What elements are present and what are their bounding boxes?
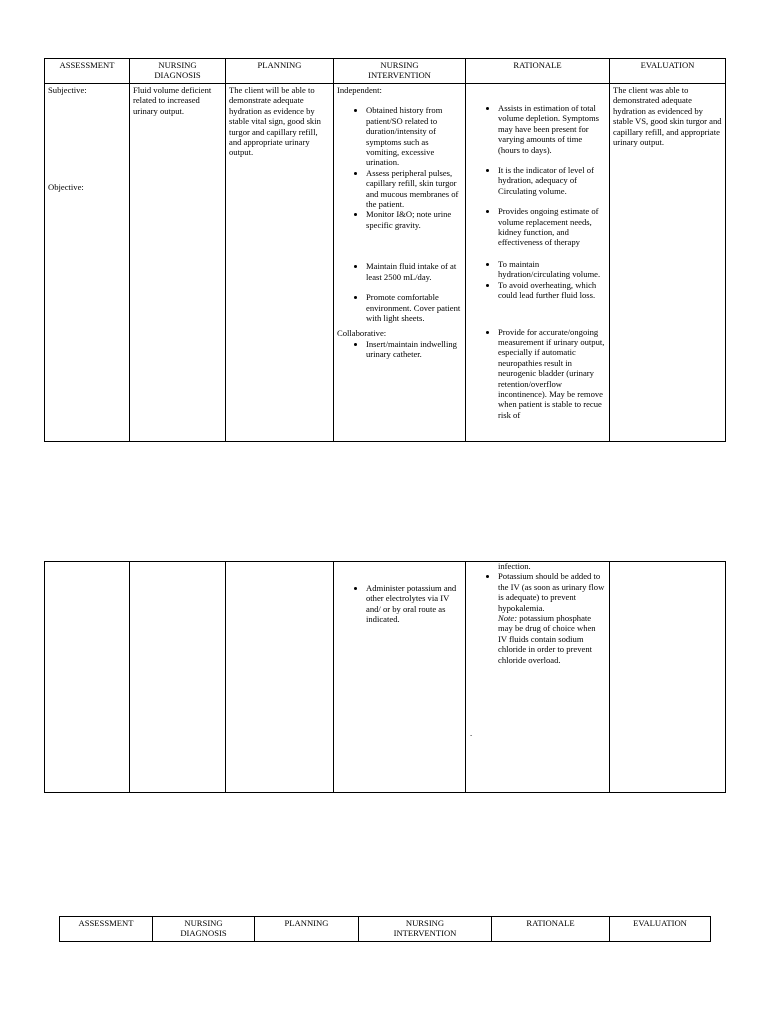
header-nursing-intervention [334, 59, 466, 84]
list-item: • Obtained history from patient/SO related to duration/intensity of symptoms such as vomiting, excessive urination. [366, 105, 462, 167]
header-rationale: RATIONALE [492, 917, 610, 942]
content-row [45, 562, 726, 793]
header-planning: PLANNING [226, 59, 334, 84]
diagnosis-cell [130, 562, 226, 793]
rationale-cell [466, 84, 610, 442]
content-row [45, 84, 726, 442]
rationale-list-page2 [469, 571, 606, 665]
independent-list [337, 105, 462, 323]
stray-mark: . [470, 728, 473, 738]
independent-label: Independent: [337, 85, 382, 95]
list-item: • To maintain hydration/circulating volume. [498, 259, 606, 280]
planning-cell [226, 562, 334, 793]
objective-label: Objective: [48, 182, 84, 193]
list-item: • Monitor I&O; note urine specific gravity. [366, 209, 462, 230]
rationale-cell [466, 562, 610, 793]
evaluation-text: The client was able to demonstrated adequate hydration as evidenced by stable VS, good skin turgor and capillary refill, and appropriate urinary output. [613, 85, 722, 148]
list-item: • Maintain fluid intake of at least 2500 mL/day. [366, 261, 462, 282]
header-nursing-diagnosis-text: NURSING DIAGNOSIS [180, 918, 227, 938]
header-assessment: ASSESSMENT [60, 917, 153, 942]
header-evaluation: EVALUATION [610, 917, 711, 942]
list-item: • Insert/maintain indwelling urinary catheter. [366, 339, 462, 360]
diagnosis-text: Fluid volume deficient related to increased urinary output. [133, 85, 212, 116]
list-item: • It is the indicator of level of hydration, adequacy of Circulating volume. [498, 165, 606, 196]
rationale-list [469, 103, 606, 420]
note-label: Note: [498, 613, 518, 624]
list-item [498, 571, 606, 665]
evaluation-cell [610, 562, 726, 793]
header-rationale: RATIONALE [466, 59, 610, 84]
header-planning: PLANNING [255, 917, 359, 942]
diagnosis-cell [130, 84, 226, 442]
care-plan-table-page1 [44, 58, 726, 442]
header-nursing-intervention [359, 917, 492, 942]
planning-text: The client will be able to demonstrate adequate hydration as evidence by stable vital sign, good skin turgor and capillary refill, and appropriate urinary output. [229, 85, 321, 158]
care-plan-table-page3-header [59, 916, 711, 942]
header-nursing-intervention-text: NURSING INTERVENTION [368, 60, 431, 80]
intervention-list-page2 [337, 583, 462, 625]
note-text: potassium phosphate may be drug of choice when IV fluids contain sodium chloride in order to prevent chloride overload. [498, 613, 596, 665]
intervention-cell [334, 84, 466, 442]
header-row [60, 917, 711, 942]
header-assessment: ASSESSMENT [45, 59, 130, 84]
intervention-cell [334, 562, 466, 793]
list-item: • Promote comfortable environment. Cover patient with light sheets. [366, 292, 462, 323]
list-item: • Assess peripheral pulses, capillary refill, skin turgor and mucous membranes of the patient. [366, 168, 462, 210]
care-plan-table-page2 [44, 561, 726, 793]
assessment-cell [45, 562, 130, 793]
collaborative-label: Collaborative: [337, 328, 387, 339]
evaluation-cell [610, 84, 726, 442]
header-nursing-diagnosis [153, 917, 255, 942]
assessment-cell [45, 84, 130, 442]
planning-cell [226, 84, 334, 442]
header-row [45, 59, 726, 84]
header-evaluation: EVALUATION [610, 59, 726, 84]
header-nursing-intervention-text: NURSING INTERVENTION [393, 918, 457, 938]
list-item: • Administer potassium and other electrolytes via IV and/ or by oral route as indicated. [366, 583, 462, 625]
potassium-rationale: Potassium should be added to the IV (as soon as urinary flow is adequate) to prevent hypokalemia. [498, 571, 605, 613]
rationale-continuation: infection. [498, 561, 531, 571]
collaborative-list [337, 339, 462, 360]
subjective-label: Subjective: [48, 85, 87, 95]
list-item: • Provide for accurate/ongoing measurement if urinary output, especially if automatic neuropathies result in neurogenic bladder (urinary retention/overflow incontinence). May be remove when patient is stable to recue risk of [498, 327, 606, 421]
header-nursing-diagnosis-text: NURSING DIAGNOSIS [154, 60, 201, 80]
list-item: • Assists in estimation of total volume depletion. Symptoms may have been present for varying amounts of time (hours to days). [498, 103, 606, 155]
header-nursing-diagnosis [130, 59, 226, 84]
list-item: • To avoid overheating, which could lead further fluid loss. [498, 280, 606, 301]
list-item: • Provides ongoing estimate of volume replacement needs, kidney function, and effectiveness of therapy [498, 206, 606, 248]
